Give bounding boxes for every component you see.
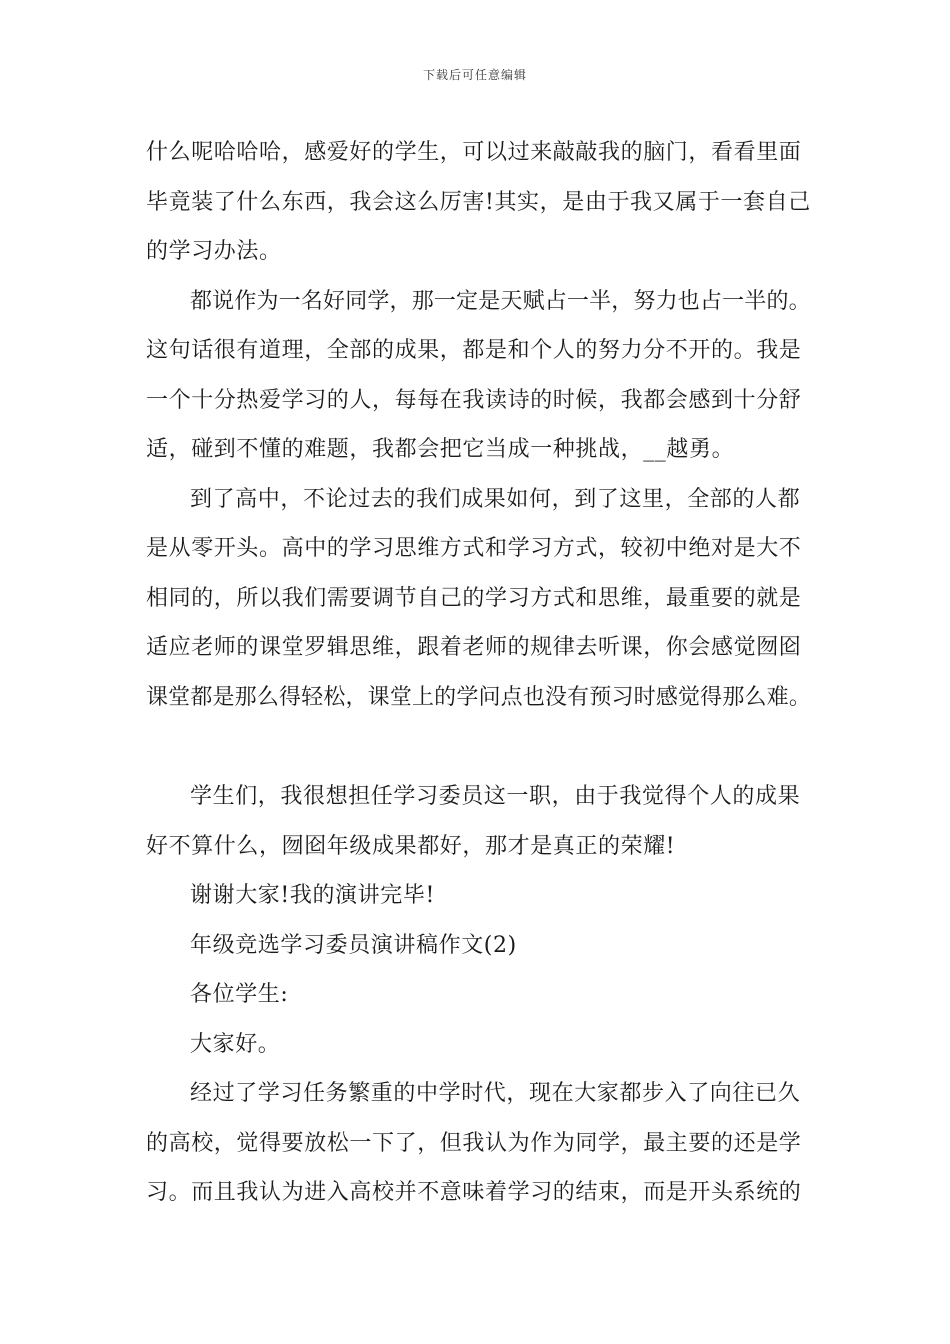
text-line: 经过了学习任务繁重的中学时代，现在大家都步入了向往已久 <box>190 1081 801 1106</box>
paragraph <box>146 970 811 1020</box>
text-line: 谢谢大家!我的演讲完毕! <box>190 883 435 908</box>
text-line: 都说作为一名好同学，那一定是天赋占一半，努力也占一半的。 <box>190 288 811 314</box>
paragraph <box>146 277 811 475</box>
text-line: 的学习办法。 <box>146 239 282 264</box>
paragraph <box>146 475 811 723</box>
text-line: 适，碰到不懂的难题，我都会把它当成一种挑战，__越勇。 <box>146 437 735 462</box>
text-line: 的高校，觉得要放松一下了，但我认为作为同学，最主要的还是学 <box>146 1130 802 1156</box>
greeting: 大家好。 <box>190 1031 281 1057</box>
text-line: 一个十分热爱学习的人，每每在我读诗的时候，我都会感到十分舒 <box>146 387 802 413</box>
paragraph <box>146 772 811 871</box>
text-line: 毕竟装了什么东西，我会这么厉害!其实，是由于我又属于一套自己 <box>146 189 811 215</box>
text-line: 到了高中，不论过去的我们成果如何，到了这里，全部的人都 <box>190 486 801 512</box>
text-line: 好不算什么，囫囵年级成果都好，那才是真正的荣耀! <box>146 833 676 859</box>
page-header-note: 下载后可任意编辑 <box>422 68 527 82</box>
text-line: 习。而且我认为进入高校并不意味着学习的结束，而是开头系统的 <box>146 1180 802 1205</box>
paragraph <box>146 128 811 277</box>
section-title: 年级竞选学习委员演讲稿作文(2) <box>190 932 517 958</box>
text-line: 适应老师的课堂罗辑思维，跟着老师的规律去听课，你会感觉囫囵 <box>146 635 802 660</box>
text-line: 什么呢哈哈哈，感爱好的学生，可以过来敲敲我的脑门，看看里面 <box>146 140 802 165</box>
document-body <box>146 128 811 1218</box>
text-line: 这句话很有道理，全部的成果，都是和个人的努力分不开的。我是 <box>146 338 802 363</box>
paragraph <box>146 1069 811 1218</box>
text-line: 课堂都是那么得轻松，课堂上的学问点也没有预习时感觉得那么难。 <box>146 684 812 710</box>
text-line: 是从零开头。高中的学习思维方式和学习方式，较初中绝对是大不 <box>146 536 802 561</box>
paragraph <box>146 1020 811 1070</box>
paragraph <box>146 921 811 971</box>
paragraph <box>146 871 811 921</box>
text-line: 学生们，我很想担任学习委员这一职，由于我觉得个人的成果 <box>190 784 801 809</box>
paragraph-gap <box>146 722 811 772</box>
text-line: 相同的，所以我们需要调节自己的学习方式和思维，最重要的就是 <box>146 585 802 611</box>
salutation: 各位学生: <box>190 982 289 1007</box>
